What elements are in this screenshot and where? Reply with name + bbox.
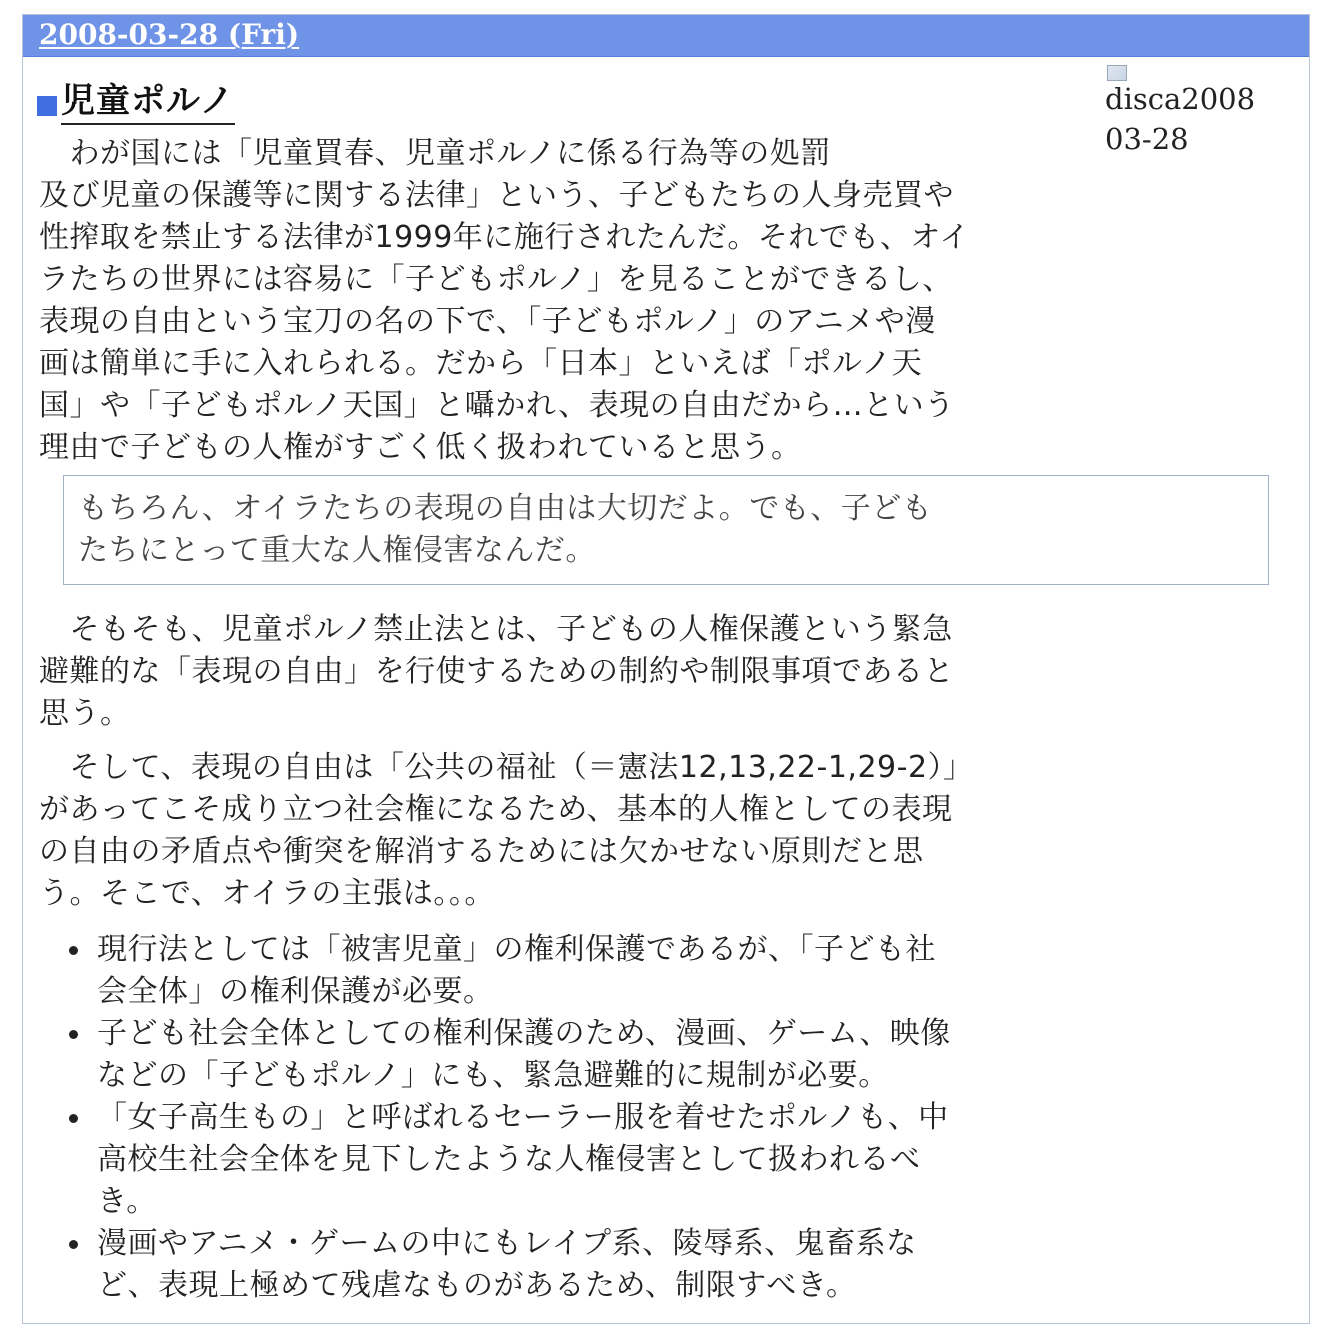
list-line: ど、表現上極めて残虐なものがあるため、制限すべき。 bbox=[97, 1268, 857, 1303]
blockquote bbox=[63, 475, 1269, 585]
text-line: の自由の矛盾点や衝突を解消するためには欠かせない原則だと思 bbox=[39, 834, 924, 869]
text-line: 性搾取を禁止する法律が1999年に施行されたんだ。それでも、オイ bbox=[39, 220, 970, 255]
text-line: 思う。 bbox=[39, 696, 131, 731]
blog-entry bbox=[22, 14, 1310, 1324]
text-line: わが国には「児童買春、児童ポルノに係る行為等の処罰 bbox=[39, 136, 831, 171]
quote-text bbox=[78, 488, 1254, 572]
text-line: 及び児童の保護等に関する法律」という、子どもたちの人身売買や bbox=[39, 178, 954, 213]
image-alt-line1: disca2008 bbox=[1105, 82, 1256, 116]
paragraph-2 bbox=[39, 609, 1289, 735]
text-line: う。そこで、オイラの主張は。。。 bbox=[39, 876, 495, 911]
list-item bbox=[97, 929, 1289, 1013]
entry-title-row bbox=[37, 77, 235, 129]
list-item bbox=[97, 1097, 1289, 1223]
image-alt-line2: 03-28 bbox=[1105, 122, 1189, 156]
text-line: 避難的な「表現の自由」を行使するための制約や制限事項であると bbox=[39, 654, 954, 689]
bullet-icon bbox=[69, 1030, 78, 1039]
list-item bbox=[97, 1013, 1289, 1097]
entry-body-bottom bbox=[39, 609, 1289, 1307]
text-line: 表現の自由という宝刀の名の下で、「子どもポルノ」のアニメや漫 bbox=[39, 304, 936, 339]
entry-date-link[interactable]: 2008-03-28 (Fri) bbox=[39, 18, 300, 51]
list-line: き。 bbox=[97, 1184, 157, 1219]
text-line: 国」や「子どもポルノ天国」と囁かれ、表現の自由だから…という bbox=[39, 388, 955, 423]
text-line: そもそも、児童ポルノ禁止法とは、子どもの人権保護という緊急 bbox=[39, 612, 953, 647]
list-line: 「女子高生もの」と呼ばれるセーラー服を着せたポルノも、中 bbox=[97, 1100, 949, 1135]
list-item bbox=[97, 1223, 1289, 1307]
title-square-icon bbox=[37, 96, 57, 116]
text-line: そして、表現の自由は「公共の福祉（＝憲法12,13,22-1,29-2）」 bbox=[39, 750, 974, 785]
list-line: 現行法としては「被害児童」の権利保護であるが、「子ども社 bbox=[97, 932, 936, 967]
bullet-icon bbox=[69, 946, 78, 955]
quote-line: たちにとって重大な人権侵害なんだ。 bbox=[78, 533, 596, 568]
list-line: 漫画やアニメ・ゲームの中にもレイプ系、陵辱系、鬼畜系な bbox=[97, 1226, 917, 1261]
text-line: 理由で子どもの人権がすごく低く扱われていると思う。 bbox=[39, 430, 802, 465]
date-header bbox=[23, 15, 1309, 57]
entry-body-top bbox=[39, 133, 1289, 469]
claims-list bbox=[39, 929, 1289, 1307]
text-line: があってこそ成り立つ社会権になるため、基本的人権としての表現 bbox=[39, 792, 953, 827]
entry-title[interactable]: 児童ポルノ bbox=[61, 81, 235, 125]
bullet-icon bbox=[69, 1114, 78, 1123]
text-line: ラたちの世界には容易に「子どもポルノ」を見ることができるし、 bbox=[39, 262, 953, 297]
quote-line: もちろん、オイラたちの表現の自由は大切だよ。でも、子ども bbox=[78, 491, 933, 526]
paragraph-1 bbox=[39, 133, 1289, 469]
list-line: などの「子どもポルノ」にも、緊急避難的に規制が必要。 bbox=[97, 1058, 889, 1093]
list-line: 会全体」の権利保護が必要。 bbox=[97, 974, 494, 1009]
text-line: 画は簡単に手に入れられる。だから「日本」といえば「ポルノ天 bbox=[39, 346, 923, 381]
list-line: 高校生社会全体を見下したような人権侵害として扱われるべ bbox=[97, 1142, 921, 1177]
bullet-icon bbox=[69, 1240, 78, 1249]
list-line: 子ども社会全体としての権利保護のため、漫画、ゲーム、映像 bbox=[97, 1016, 951, 1051]
paragraph-3 bbox=[39, 747, 1289, 915]
